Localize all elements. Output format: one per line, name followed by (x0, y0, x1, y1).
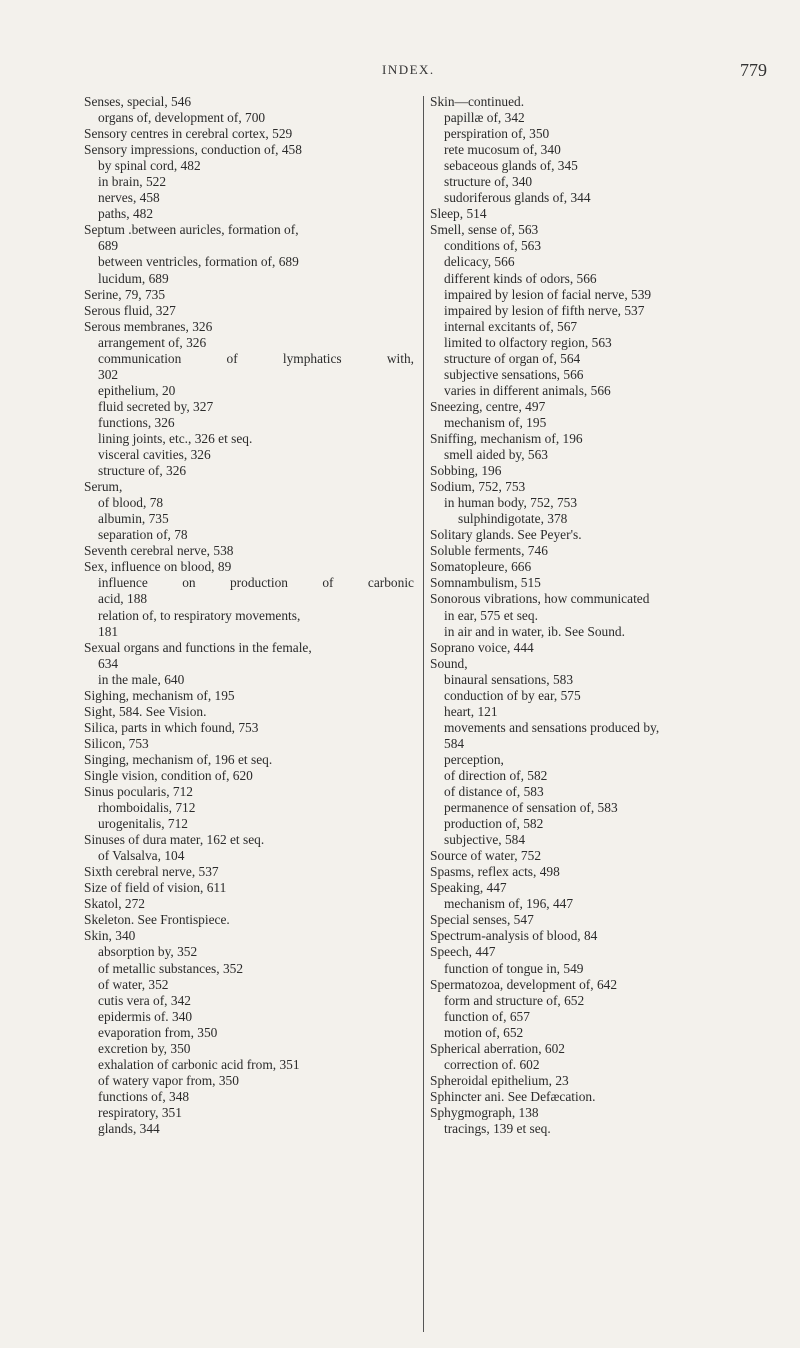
index-subentry: relation of, to respiratory movements, (98, 607, 301, 623)
index-subentry: respiratory, 351 (98, 1104, 182, 1120)
index-entry: Soprano voice, 444 (430, 639, 534, 655)
index-subentry: form and structure of, 652 (444, 992, 585, 1008)
index-subentry: organs of, development of, 700 (98, 110, 266, 126)
index-entry: Serous fluid, 327 (84, 302, 176, 318)
index-entry: Sound, (430, 655, 468, 671)
index-entry: Seventh cerebral nerve, 538 (84, 543, 234, 559)
index-subentry: of distance of, 583 (444, 784, 544, 800)
index-entry: Soluble ferments, 746 (430, 543, 548, 559)
running-title: INDEX. (382, 62, 435, 77)
index-subentry: 181 (98, 623, 119, 639)
index-subentry: permanence of sensation of, 583 (444, 800, 618, 816)
index-subentry: sebaceous glands of, 345 (444, 158, 578, 174)
index-subentry: correction of. 602 (444, 1056, 540, 1072)
index-subentry: epidermis of. 340 (98, 1008, 193, 1024)
index-subentry: between ventricles, formation of, 689 (98, 254, 299, 270)
index-subentry: binaural sensations, 583 (444, 671, 574, 687)
index-subentry: absorption by, 352 (98, 944, 198, 960)
index-subentry: smell aided by, 563 (444, 447, 549, 463)
index-subentry: sudoriferous glands of, 344 (444, 190, 591, 206)
index-subentry: 584 (444, 735, 465, 751)
right-column (430, 94, 760, 1137)
index-subentry: in ear, 575 et seq. (444, 607, 538, 623)
index-subentry: heart, 121 (444, 703, 498, 719)
index-subentry: production of, 582 (444, 816, 544, 832)
index-subentry: in human body, 752, 753 (444, 495, 578, 511)
index-subentry: function of tongue in, 549 (444, 960, 584, 976)
index-entry: Silica, parts in which found, 753 (84, 719, 259, 735)
index-subentry: conduction of by ear, 575 (444, 687, 581, 703)
index-entry: Sinuses of dura mater, 162 et seq. (84, 832, 265, 848)
index-entry: Speaking, 447 (430, 880, 507, 896)
index-entry: Size of field of vision, 611 (84, 880, 227, 896)
index-entry: Sighing, mechanism of, 195 (84, 687, 235, 703)
index-subentry: communication of lymphatics with, (98, 350, 414, 366)
index-subentry: of metallic substances, 352 (98, 960, 244, 976)
index-subentry: fluid secreted by, 327 (98, 398, 214, 414)
index-subentry: 634 (98, 655, 119, 671)
index-subentry: albumin, 735 (98, 511, 169, 527)
column-divider (423, 96, 424, 1332)
index-subentry: structure of organ of, 564 (444, 350, 581, 366)
index-subentry: subjective sensations, 566 (444, 366, 584, 382)
index-entry: Sinus pocularis, 712 (84, 784, 193, 800)
index-subentry: of watery vapor from, 350 (98, 1072, 239, 1088)
index-entry: Serum, (84, 479, 123, 495)
index-subentry: rete mucosum of, 340 (444, 142, 561, 158)
index-subentry: exhalation of carbonic acid from, 351 (98, 1056, 300, 1072)
index-entry: Sensory impressions, conduction of, 458 (84, 142, 302, 158)
index-subentry: papillæ of, 342 (444, 110, 525, 126)
index-subentry: function of, 657 (444, 1008, 530, 1024)
index-subentry: tracings, 139 et seq. (444, 1121, 551, 1136)
index-subentry: cutis vera of, 342 (98, 992, 191, 1008)
index-subentry: structure of, 340 (444, 174, 533, 190)
index-subentry: different kinds of odors, 566 (444, 270, 597, 286)
index-entry: Single vision, condition of, 620 (84, 767, 253, 783)
index-subentry: in the male, 640 (98, 671, 185, 687)
index-subentry: limited to olfactory region, 563 (444, 334, 612, 350)
index-entry: Silicon, 753 (84, 735, 149, 751)
index-entry: Serous membranes, 326 (84, 318, 213, 334)
index-subentry: separation of, 78 (98, 527, 188, 543)
index-entry: Smell, sense of, 563 (430, 222, 539, 238)
index-subentry: lining joints, etc., 326 et seq. (98, 430, 253, 446)
index-subentry: motion of, 652 (444, 1024, 524, 1040)
index-subentry: varies in different animals, 566 (444, 382, 611, 398)
index-subentry: epithelium, 20 (98, 382, 176, 398)
index-subentry: impaired by lesion of fifth nerve, 537 (444, 302, 645, 318)
index-entry: Sphygmograph, 138 (430, 1104, 539, 1120)
index-entry: Skin, 340 (84, 928, 136, 944)
index-subentry: acid, 188 (98, 591, 148, 607)
index-subentry: in air and in water, ib. See Sound. (444, 623, 625, 639)
index-subentry: nerves, 458 (98, 190, 160, 206)
index-subentry: perception, (444, 751, 504, 767)
index-subentry: impaired by lesion of facial nerve, 539 (444, 286, 652, 302)
index-subentry: subjective, 584 (444, 832, 526, 848)
index-entry: Somnambulism, 515 (430, 575, 541, 591)
index-subentry: sulphindigotate, 378 (458, 511, 568, 527)
index-entry: Sensory centres in cerebral cortex, 529 (84, 126, 293, 142)
index-entry: Spheroidal epithelium, 23 (430, 1072, 569, 1088)
index-subentry: perspiration of, 350 (444, 126, 550, 142)
index-subentry: mechanism of, 196, 447 (444, 896, 574, 912)
left-column (84, 94, 414, 1137)
index-subentry: excretion by, 350 (98, 1040, 191, 1056)
index-entry: Serine, 79, 735 (84, 286, 166, 302)
index-entry: Spasms, reflex acts, 498 (430, 864, 560, 880)
index-subentry: glands, 344 (98, 1121, 160, 1136)
index-entry: Skeleton. See Frontispiece. (84, 912, 230, 928)
index-subentry: lucidum, 689 (98, 270, 169, 286)
index-subentry: of blood, 78 (98, 495, 164, 511)
index-subentry: 302 (98, 366, 119, 382)
index-subentry: by spinal cord, 482 (98, 158, 201, 174)
index-subentry: internal excitants of, 567 (444, 318, 578, 334)
index-entry: Somatopleure, 666 (430, 559, 532, 575)
index-subentry: functions of, 348 (98, 1088, 190, 1104)
index-subentry: of direction of, 582 (444, 767, 548, 783)
index-entry: Singing, mechanism of, 196 et seq. (84, 751, 273, 767)
index-subentry: paths, 482 (98, 206, 154, 222)
index-subentry: rhomboidalis, 712 (98, 800, 196, 816)
index-entry: Sexual organs and functions in the female, (84, 639, 312, 655)
index-entry: Sixth cerebral nerve, 537 (84, 864, 219, 880)
index-subentry: urogenitalis, 712 (98, 816, 189, 832)
index-subentry: functions, 326 (98, 414, 175, 430)
index-entry: Solitary glands. See Peyer's. (430, 527, 582, 543)
index-entry: Special senses, 547 (430, 912, 534, 928)
index-subentry: delicacy, 566 (444, 254, 515, 270)
index-entry: Sight, 584. See Vision. (84, 703, 207, 719)
index-entry: Sneezing, centre, 497 (430, 398, 546, 414)
index-entry: Spectrum-analysis of blood, 84 (430, 928, 598, 944)
index-subentry: evaporation from, 350 (98, 1024, 218, 1040)
index-subentry: of water, 352 (98, 976, 169, 992)
index-entry: Sex, influence on blood, 89 (84, 559, 232, 575)
index-entry: Spermatozoa, development of, 642 (430, 976, 618, 992)
index-subentry: arrangement of, 326 (98, 334, 207, 350)
index-entry: Septum .between auricles, formation of, (84, 222, 299, 238)
index-subentry: in brain, 522 (98, 174, 167, 190)
index-entry: Sonorous vibrations, how communicated (430, 591, 650, 607)
index-entry: Speech, 447 (430, 944, 496, 960)
index-subentry: 689 (98, 238, 119, 254)
index-entry: Spherical aberration, 602 (430, 1040, 565, 1056)
index-subentry: influence on production of carbonic (98, 575, 414, 591)
page-number: 779 (740, 60, 767, 80)
index-subentry: visceral cavities, 326 (98, 447, 211, 463)
index-entry: Skin—continued. (430, 94, 525, 109)
index-entry: Source of water, 752 (430, 848, 542, 864)
index-entry: Sniffing, mechanism of, 196 (430, 430, 583, 446)
index-subentry: structure of, 326 (98, 463, 187, 479)
running-head (0, 62, 800, 86)
index-subentry: of Valsalva, 104 (98, 848, 185, 864)
index-subentry: mechanism of, 195 (444, 414, 547, 430)
index-entry: Skatol, 272 (84, 896, 146, 912)
index-entry: Sodium, 752, 753 (430, 479, 526, 495)
index-subentry: movements and sensations produced by, (444, 719, 660, 735)
index-entry: Senses, special, 546 (84, 94, 192, 109)
index-subentry: conditions of, 563 (444, 238, 542, 254)
index-entry: Sleep, 514 (430, 206, 487, 222)
index-entry: Sobbing, 196 (430, 463, 502, 479)
index-entry: Sphincter ani. See Defæcation. (430, 1088, 596, 1104)
